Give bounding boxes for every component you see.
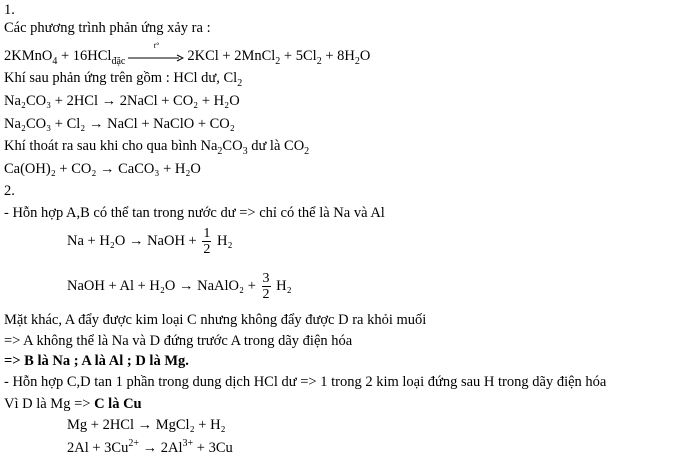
fraction-three-halves: $\frac{3}{2}$ [262,271,270,302]
text-line-d: - Hỗn hợp C,D tan 1 phần trong dung dịch HCl dư => 1 trong 2 kim loại đứng sau H trong dãy điện hóa [4,374,607,390]
text-line-a: Mặt khác, A đẩy được kim loại C nhưng không đẩy được D ra khỏi muối [4,312,427,328]
equation-kmno4-hcl: 2KMnO$_4$ + 16HCl$_{đặc}$ t° 2KCl + 2MnCl$_2$ + $5Cl_2 + 8H_2O$ [4,40,371,67]
gas-out-note: Khí thoát ra sau khi cho qua bình $Na_2CO_3$ dư là $CO_2$ [4,138,310,157]
reaction-arrow: t° [128,51,184,63]
fraction-one-half: $\frac{1}{2}$ [203,226,211,257]
equation-caoh2-co2: Ca(OH)₂ + CO₂ → CaCO₃ + H₂O [4,161,201,177]
section-1-intro: Các phương trình phản ứng xảy ra : [4,20,211,36]
text-line-b: => A không thể là Na và D đứng trước A trong dãy điện hóa [4,333,353,349]
equation-na-h2o: Na + H₂O → NaOH + $\frac{1}{2}$ H₂ [67,226,233,257]
equation-na2co3-hcl: Na₂CO₃ + 2HCl → 2NaCl + CO₂ + H₂O [4,93,240,109]
equation-naoh-al: NaOH + Al + H₂O → NaAlO₂ + $\frac{3}{2}$ H₂ [67,271,292,302]
section-1-number: 1. [4,2,15,18]
section-2-number: 2. [4,183,15,199]
equation-mg-hcl: Mg + 2HCl → MgCl₂ + H₂ [67,417,226,433]
equation-al-cu: $2Al + 3Cu^{2+} \to 2Al^{3+} + 3Cu$ [67,438,233,456]
equation-na2co3-cl2: Na₂CO₃ + Cl₂ → NaCl + NaClO + CO₂ [4,116,235,132]
conclusion-c-cu: Vì D là Mg => C là Cu [4,396,142,412]
gas-after-reaction-note: Khí sau phản ứng trên gồm : HCl dư, $Cl_2$ [4,70,243,89]
section-2-claim: - Hỗn hợp A,B có thể tan trong nước dư => chỉ có thể là Na và Al [4,205,385,221]
conclusion-b-a-d: => B là Na ; A là Al ; D là Mg. [4,353,189,369]
